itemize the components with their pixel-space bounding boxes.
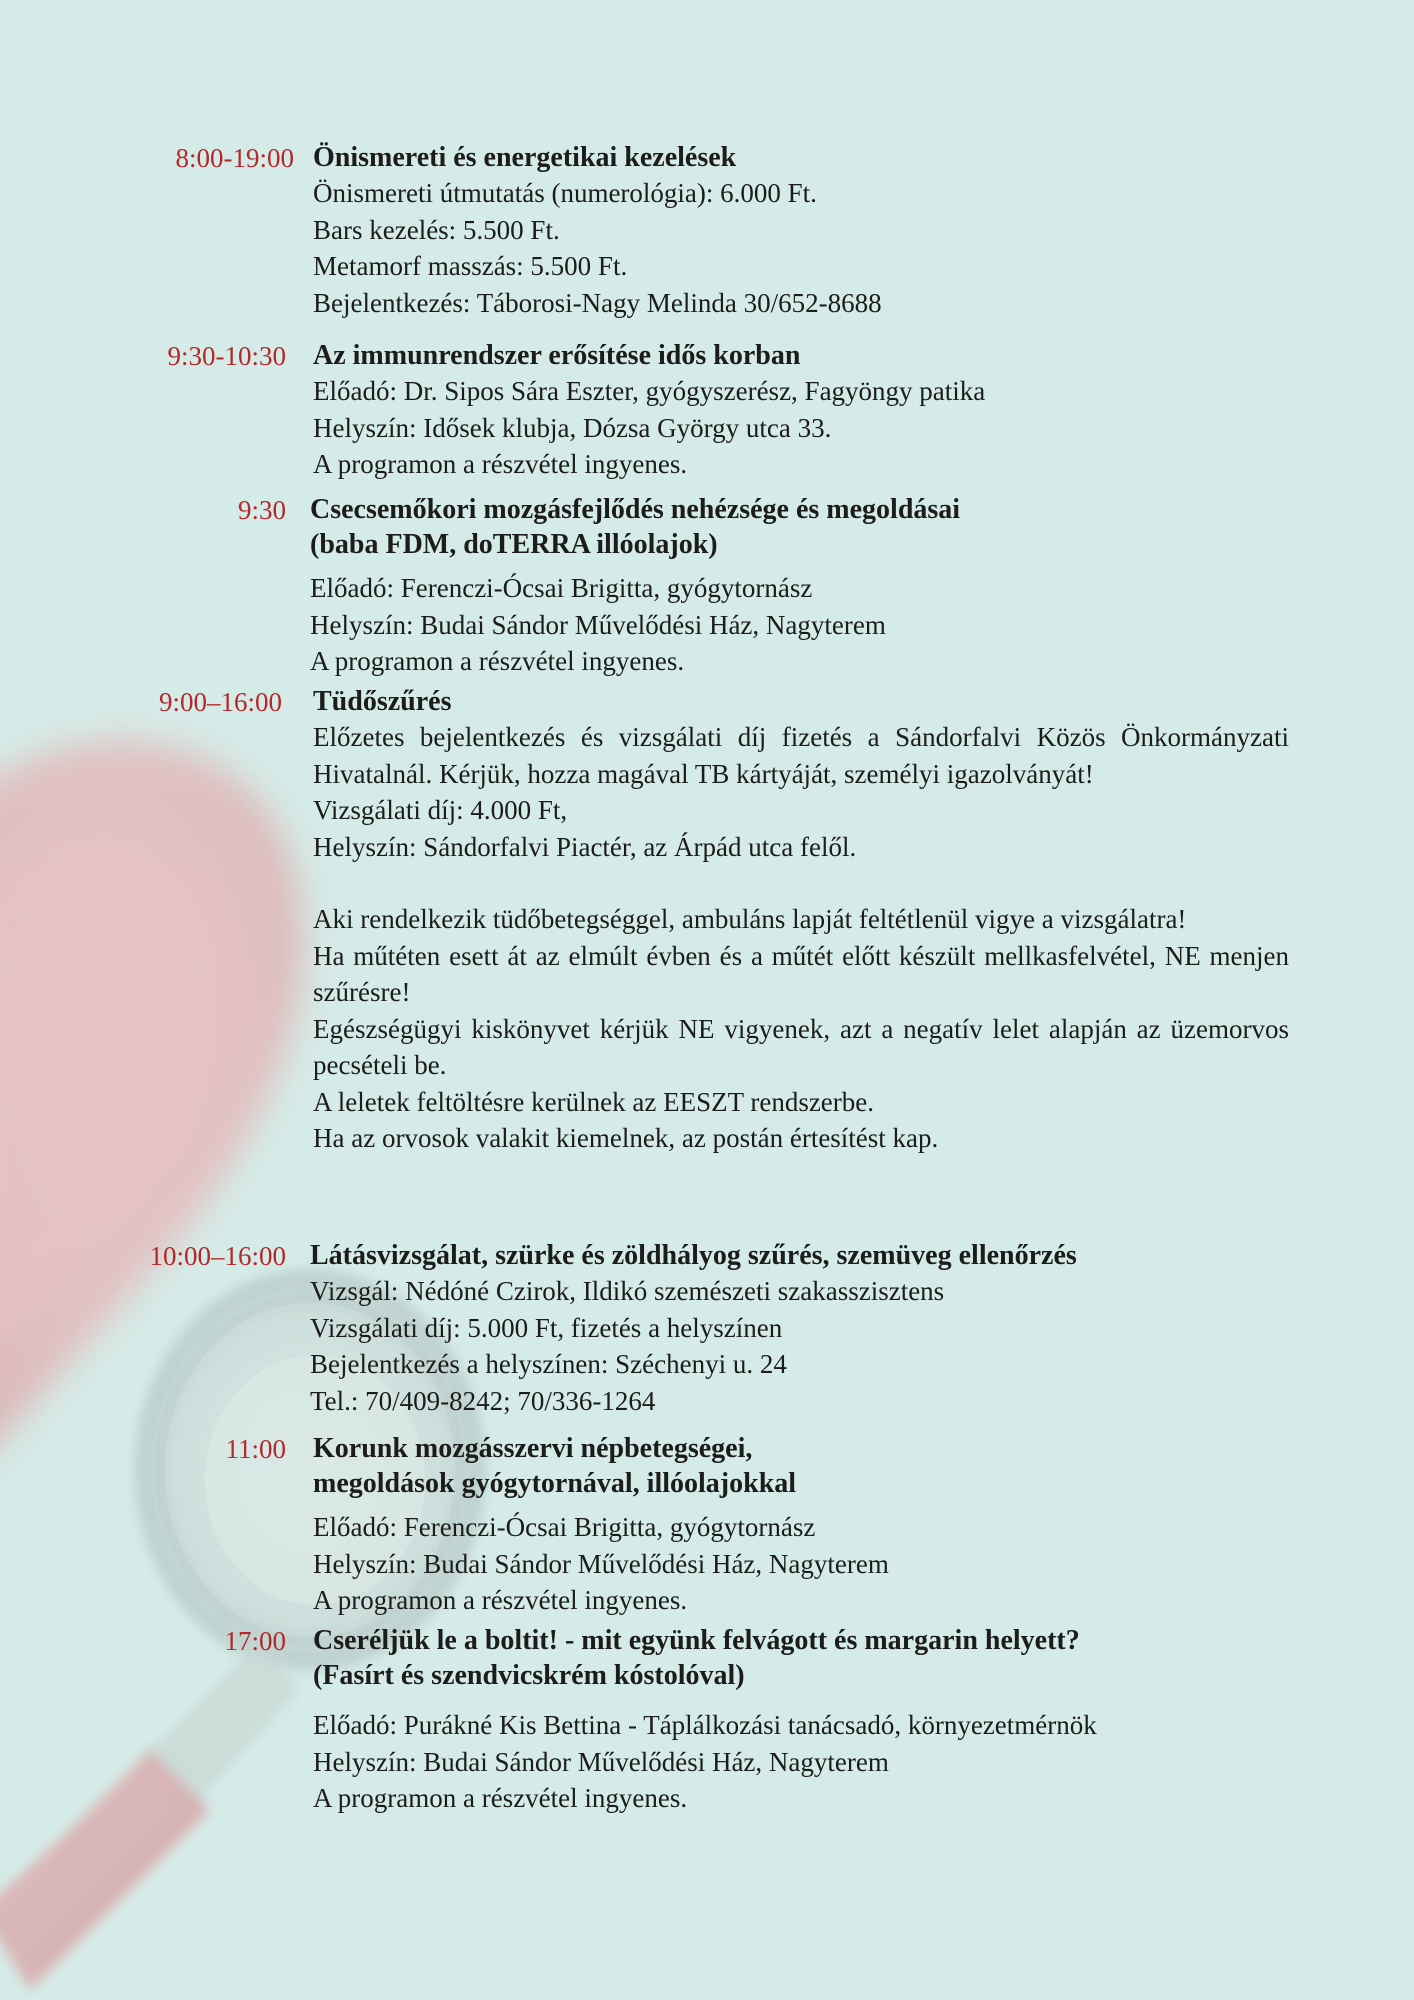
- detail-line: Tel.: 70/409-8242; 70/336-1264: [310, 1385, 656, 1416]
- event-time: 8:00-19:00: [175, 143, 294, 173]
- detail-line: A leletek feltöltésre kerülnek az EESZT rendszerbe.: [313, 1086, 875, 1117]
- detail-line: Bejelentkezés: Táborosi-Nagy Melinda 30/652-8688: [313, 287, 882, 318]
- detail-line: A programon a részvétel ingyenes.: [310, 646, 685, 676]
- event-time: 10:00–16:00: [149, 1241, 286, 1271]
- detail-line: Helyszín: Idősek klubja, Dózsa György utca 33.: [313, 412, 832, 443]
- event-time: 9:30-10:30: [167, 341, 286, 371]
- event-time: 9:00–16:00: [158, 687, 282, 717]
- event-time: 17:00: [224, 1626, 286, 1656]
- event-title: Önismereti és energetikai kezelések: [313, 142, 737, 173]
- event-title: Az immunrendszer erősítése idős korban: [313, 340, 801, 371]
- event-details: [310, 1238, 1310, 1419]
- detail-paragraph: Előzetes bejelentkezés és vizsgálati díj fizetés a Sándorfalvi Közös Önkormányzati Hivatalnál. Kérjük, hozza magával TB kártyáját, személyi igazolványát!: [313, 722, 1289, 789]
- event-details: [313, 1623, 1313, 1817]
- detail-line: Előadó: Ferenczi-Ócsai Brigitta, gyógytornász: [310, 573, 813, 603]
- event-title-line-2: (Fasírt és szendvicskrém kóstolóval): [313, 1660, 745, 1691]
- event-title: Korunk mozgásszervi népbetegségei,: [313, 1433, 753, 1464]
- detail-paragraph: Egészségügyi kiskönyvet kérjük NE vigyenek, azt a negatív lelet alapján az üzemorvos pecsételi be.: [313, 1013, 1289, 1080]
- event-title: Csecsemőkori mozgásfejlődés nehézsége és megoldásai: [310, 494, 961, 525]
- detail-line: Előadó: Dr. Sipos Sára Eszter, gyógyszerész, Fagyöngy patika: [313, 376, 986, 406]
- event-title-line-2: (baba FDM, doTERRA illóolajok): [310, 529, 718, 560]
- spacer: [313, 865, 1289, 901]
- detail-line: Bars kezelés: 5.500 Ft.: [313, 214, 560, 245]
- detail-line: Metamorf masszás: 5.500 Ft.: [313, 251, 628, 281]
- detail-line: Önismereti útmutatás (numerológia): 6.000 Ft.: [313, 178, 817, 208]
- event-title: Látásvizsgálat, szürke és zöldhályog szűrés, szemüveg ellenőrzés: [310, 1240, 1077, 1271]
- detail-line: Vizsgálati díj: 4.000 Ft,: [313, 795, 568, 825]
- event-title: Tüdőszűrés: [313, 686, 452, 717]
- detail-line: Helyszín: Budai Sándor Művelődési Ház, Nagyterem: [313, 1548, 889, 1579]
- event-time: 9:30: [237, 495, 286, 525]
- detail-line: Helyszín: Sándorfalvi Piactér, az Árpád utca felől.: [313, 831, 857, 862]
- detail-line: Előadó: Ferenczi-Ócsai Brigitta, gyógytornász: [313, 1512, 816, 1542]
- detail-line: Helyszín: Budai Sándor Művelődési Ház, Nagyterem: [310, 609, 886, 640]
- detail-line: Ha az orvosok valakit kiemelnek, az postán értesítést kap.: [313, 1123, 939, 1153]
- detail-line: Előadó: Purákné Kis Bettina - Táplálkozási tanácsadó, környezetmérnök: [313, 1710, 1097, 1740]
- event-details: [313, 684, 1289, 1157]
- event-title: Cseréljük le a boltit! - mit együnk felvágott és margarin helyett?: [313, 1625, 1080, 1656]
- detail-paragraph: Ha műtéten esett át az elmúlt évben és a műtét előtt készült mellkasfelvétel, NE menjen szűrésre!: [313, 940, 1289, 1007]
- event-details: [313, 140, 1293, 321]
- detail-line: Vizsgálati díj: 5.000 Ft, fizetés a helyszínen: [310, 1312, 783, 1343]
- detail-line: A programon a részvétel ingyenes.: [313, 449, 688, 479]
- event-details: [313, 338, 1293, 483]
- detail-line: A programon a részvétel ingyenes.: [313, 1783, 688, 1813]
- detail-line: Vizsgál: Nédóné Czirok, Ildikó szemészeti szakasszisztens: [310, 1276, 945, 1306]
- event-time: 11:00: [225, 1434, 286, 1464]
- detail-line: A programon a részvétel ingyenes.: [313, 1585, 688, 1615]
- detail-paragraph: Aki rendelkezik tüdőbetegséggel, ambuláns lapját feltétlenül vigye a vizsgálatra!: [313, 904, 1187, 934]
- event-details: [310, 492, 1290, 680]
- detail-line: Helyszín: Budai Sándor Művelődési Ház, Nagyterem: [313, 1746, 889, 1777]
- event-title-line-2: megoldások gyógytornával, illóolajokkal: [313, 1468, 797, 1499]
- detail-line: Bejelentkezés a helyszínen: Széchenyi u. 24: [310, 1349, 787, 1379]
- event-details: [313, 1431, 1293, 1619]
